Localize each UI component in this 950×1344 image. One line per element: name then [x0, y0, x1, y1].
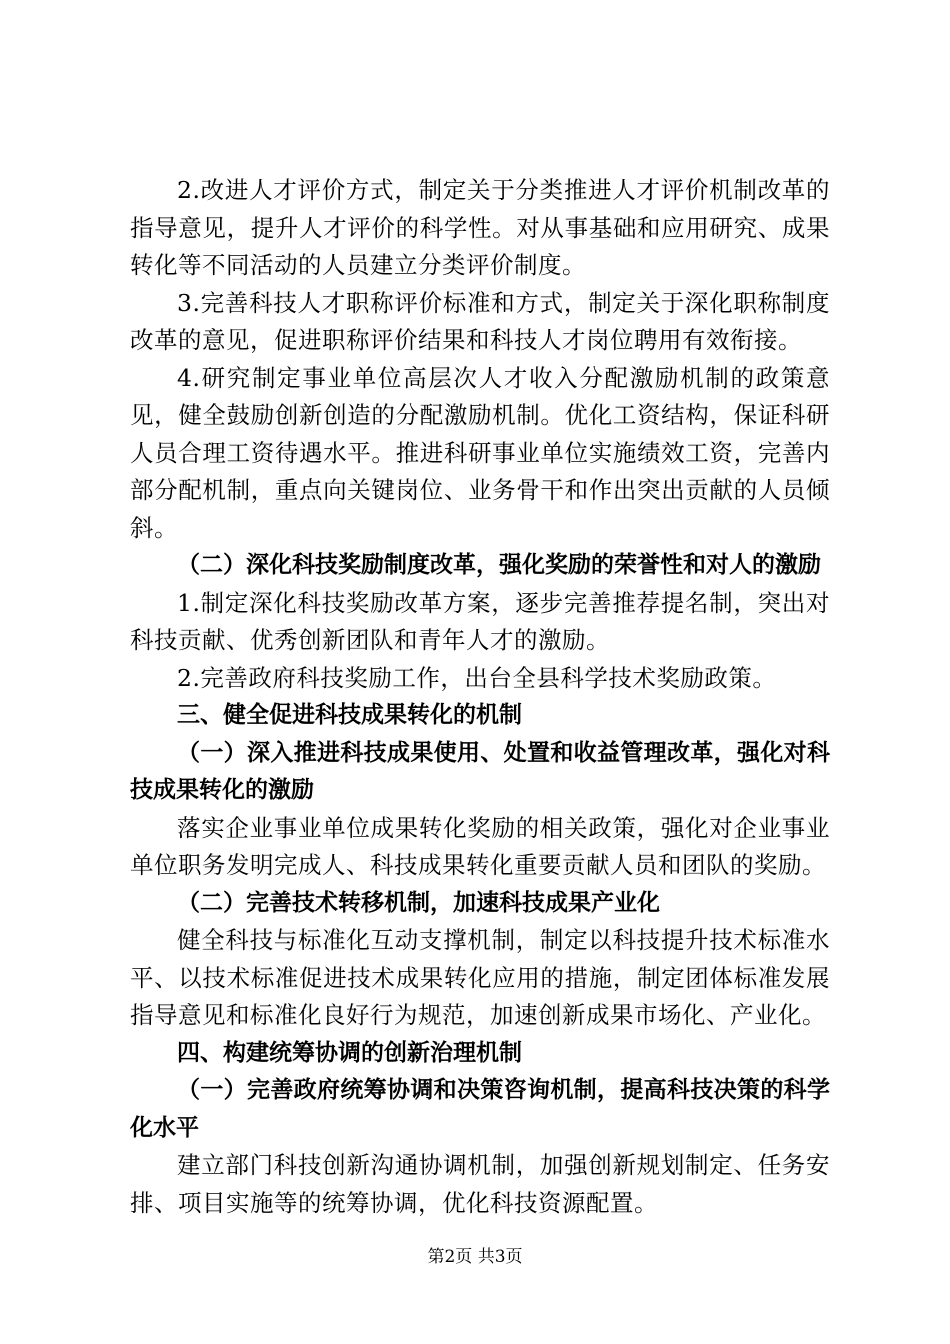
paragraph-4: 1.制定深化科技奖励改革方案，逐步完善推荐提名制，突出对科技贡献、优秀创新团队和青年人才的激励。: [130, 588, 830, 654]
page-footer: 第2页 共3页: [427, 1247, 523, 1267]
document-body: [130, 172, 830, 1222]
paragraph-7: 健全科技与标准化互动支撑机制，制定以科技提升技术标准水平、以技术标准促进技术成果转化应用的措施，制定团体标准发展指导意见和标准化良好行为规范，加速创新成果市场化、产业化。: [130, 926, 830, 1029]
section-heading-5: 四、构建统筹协调的创新治理机制: [177, 1039, 522, 1066]
section-heading-4: （二）完善技术转移机制，加速科技成果产业化: [177, 889, 660, 916]
paragraph-1: 2.改进人才评价方式，制定关于分类推进人才评价机制改革的指导意见，提升人才评价的科学性。对从事基础和应用研究、成果转化等不同活动的人员建立分类评价制度。: [130, 176, 830, 279]
paragraph-2: 3.完善科技人才职称评价标准和方式，制定关于深化职称制度改革的意见，促进职称评价结果和科技人才岗位聘用有效衔接。: [130, 288, 830, 354]
section-heading-1: （二）深化科技奖励制度改革，强化奖励的荣誉性和对人的激励: [177, 552, 821, 578]
section-heading-2: 三、健全促进科技成果转化的机制: [177, 702, 522, 728]
paragraph-8: 建立部门科技创新沟通协调机制，加强创新规划制定、任务安排、项目实施等的统筹协调，优化科技资源配置。: [130, 1151, 830, 1217]
paragraph-5: 2.完善政府科技奖励工作，出台全县科学技术奖励政策。: [177, 663, 777, 692]
section-heading-6: （一）完善政府统筹协调和决策咨询机制，提高科技决策的科学化水平: [130, 1077, 830, 1141]
section-heading-3: （一）深入推进科技成果使用、处置和收益管理改革，强化对科技成果转化的激励: [130, 739, 830, 803]
paragraph-6: 落实企业事业单位成果转化奖励的相关政策，强化对企业事业单位职务发明完成人、科技成果转化重要贡献人员和团队的奖励。: [130, 813, 830, 879]
paragraph-3: 4.研究制定事业单位高层次人才收入分配激励机制的政策意见，健全鼓励创新创造的分配激励机制。优化工资结构，保证科研人员合理工资待遇水平。推进科研事业单位实施绩效工资，完善内部分配机制，重点向关键岗位、业务骨干和作出突出贡献的人员倾斜。: [130, 363, 830, 542]
